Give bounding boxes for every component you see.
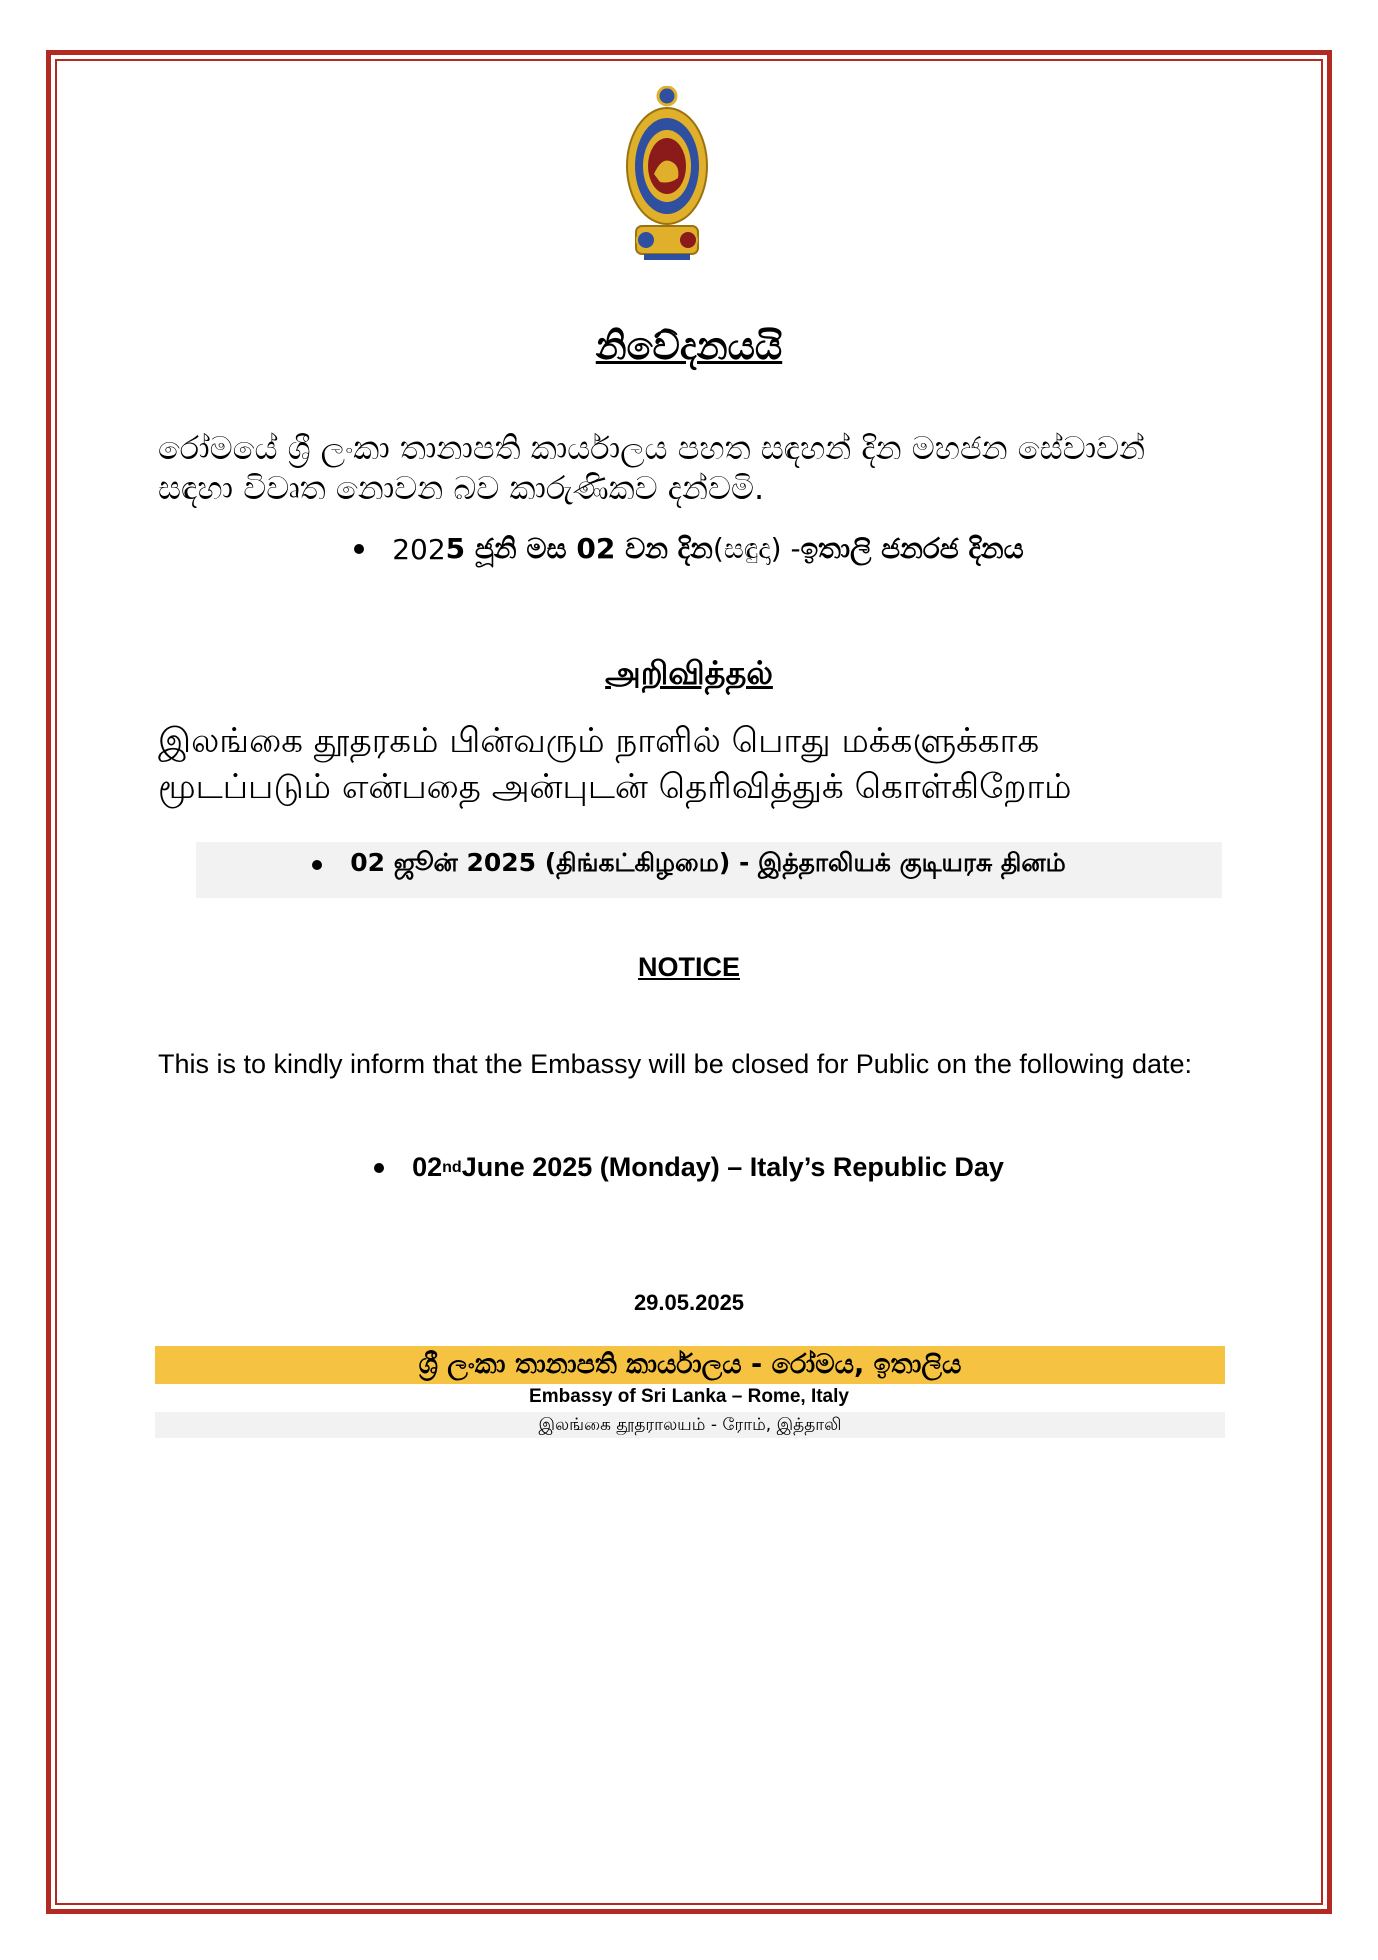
bullet-icon: [354, 544, 364, 554]
english-heading: NOTICE: [637, 952, 740, 982]
footer-tamil: இலங்கை தூதராலயம் - ரோம், இத்தாலி: [155, 1412, 1225, 1438]
sinhala-bullet-occasion: ඉතාලි ජනරජ දිනය: [800, 532, 1024, 565]
sinhala-bullet-weekday: (සඳුදා) -: [712, 532, 801, 565]
sinhala-paragraph: රෝමයේ ශ්‍රී ලංකා තානාපති කාර්යාලය පහත සඳහන් දින මහජන සේවාවන් සඳහා විවෘත නොවන බව කාරුණිකව දන්වමි.: [158, 429, 1146, 507]
sri-lanka-national-emblem-icon: [624, 86, 710, 264]
english-bullet-suffix: nd: [442, 1158, 462, 1176]
tamil-bullet-text: 02 ஜூன் 2025 (திங்கட்கிழமை) - இத்தாலியக் குடியரசு தினம்: [350, 848, 1066, 877]
sinhala-bullet: [0, 532, 1378, 566]
footer-english: Embassy of Sri Lanka – Rome, Italy: [529, 1386, 849, 1407]
tamil-bullet: [0, 848, 1378, 881]
english-bullet-day: 02: [412, 1152, 443, 1182]
tamil-paragraph: இலங்கை தூதரகம் பின்வரும் நாளில் பொது மக்களுக்காக மூடப்படும் என்பதை அன்புடன் தெரிவித்துக் கொள்கிறோம்: [158, 721, 1072, 807]
english-paragraph: This is to kindly inform that the Embassy will be closed for Public on the following date:: [158, 1049, 1192, 1079]
bullet-icon: [312, 860, 322, 870]
sinhala-bullet-year: 202: [392, 532, 446, 566]
bullet-icon: [374, 1163, 384, 1173]
tamil-heading: அறிவித்தல்: [605, 654, 773, 692]
notice-date: 29.05.2025: [633, 1290, 745, 1315]
english-bullet-rest: June 2025 (Monday) – Italy’s Republic Day: [461, 1152, 1004, 1182]
sinhala-bullet-date: 5 ජූනි මස 02 වන දින: [445, 532, 713, 565]
footer-sinhala: ශ්‍රී ලංකා තානාපති කාර්යාලය - රෝමය, ඉතාලිය: [155, 1346, 1225, 1384]
sinhala-heading: නිවේදනයයි: [595, 324, 783, 368]
english-bullet: [0, 1152, 1378, 1183]
